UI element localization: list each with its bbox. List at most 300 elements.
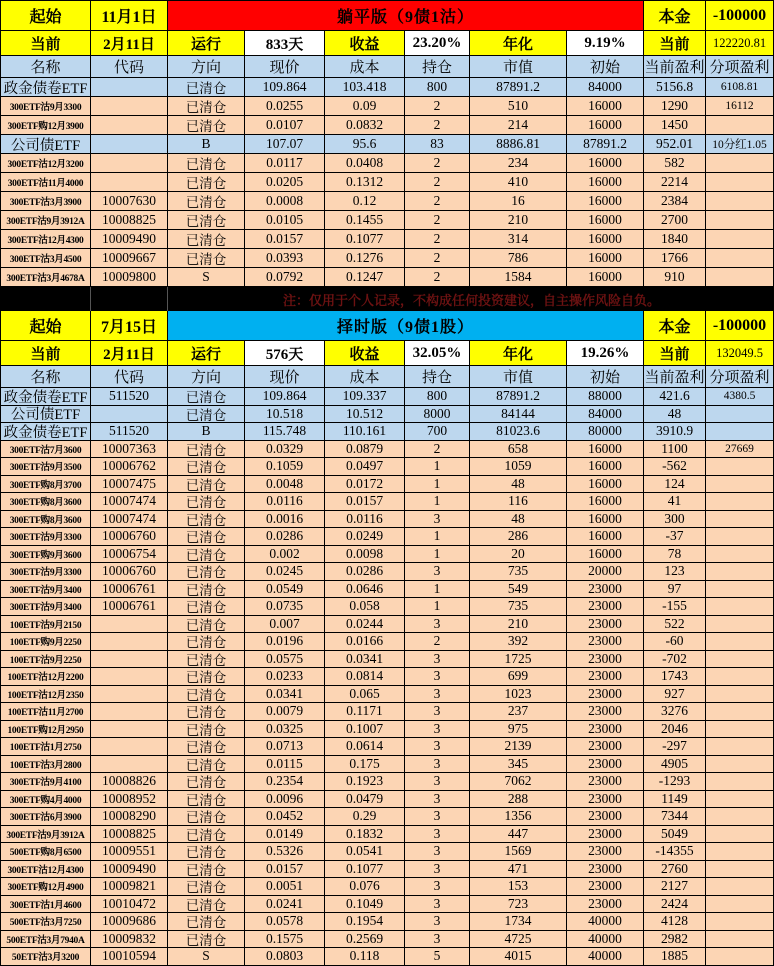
cell-sub[interactable] [706,931,773,949]
cell-init[interactable]: 23000 [567,843,644,861]
cell-name[interactable]: 300ETF沽11月4000 [1,173,91,192]
column-header[interactable]: 成本 [325,56,405,78]
cell-code[interactable]: 511520 [91,423,168,441]
cell-profit[interactable]: -60 [644,633,706,651]
cell-price[interactable]: 0.0803 [245,948,325,966]
cell-profit[interactable]: 4128 [644,913,706,931]
cell-init[interactable]: 20000 [567,563,644,581]
cell-init[interactable]: 16000 [567,192,644,211]
cell-dir[interactable]: 已清仓 [168,826,245,844]
cell-init[interactable]: 23000 [567,651,644,669]
cell-qty[interactable]: 3 [405,826,470,844]
cell-value[interactable]: 116 [470,493,567,511]
cell-price[interactable]: 0.0205 [245,173,325,192]
cell-dir[interactable]: 已清仓 [168,913,245,931]
cell-code[interactable]: 10006760 [91,528,168,546]
run-label[interactable]: 运行 [168,341,245,366]
cell-code[interactable]: 10006761 [91,581,168,599]
cell-cost[interactable]: 0.175 [325,756,405,774]
cell-dir[interactable]: 已清仓 [168,861,245,879]
cell-profit[interactable]: -297 [644,738,706,756]
now-label[interactable]: 当前 [644,341,706,366]
cell-code[interactable]: 511520 [91,388,168,406]
cell-value[interactable]: 234 [470,154,567,173]
cell-dir[interactable]: 已清仓 [168,738,245,756]
cell-qty[interactable]: 2 [405,441,470,459]
cell-value[interactable]: 4015 [470,948,567,966]
cell-init[interactable]: 16000 [567,458,644,476]
cell-value[interactable]: 87891.2 [470,78,567,97]
cell-name[interactable]: 300ETF沽12月4300 [1,230,91,249]
cell-name[interactable]: 300ETF沽9月3400 [1,598,91,616]
cell-init[interactable]: 16000 [567,173,644,192]
cell-cost[interactable]: 109.337 [325,388,405,406]
cell-profit[interactable]: 1450 [644,116,706,135]
cell-dir[interactable]: 已清仓 [168,686,245,704]
cell-dir[interactable]: 已清仓 [168,668,245,686]
column-header[interactable]: 分项盈利 [706,56,773,78]
cell-profit[interactable]: 3910.9 [644,423,706,441]
cell-price[interactable]: 107.07 [245,135,325,154]
cell-cost[interactable]: 0.0879 [325,441,405,459]
cell-dir[interactable]: 已清仓 [168,116,245,135]
cell-name[interactable]: 100ETF沽11月2700 [1,703,91,721]
cell-code[interactable]: 10008826 [91,773,168,791]
cell-price[interactable]: 0.1059 [245,458,325,476]
cell-sub[interactable] [706,423,773,441]
cell-sub[interactable] [706,249,773,268]
cell-qty[interactable]: 3 [405,773,470,791]
annual-value[interactable]: 19.26% [567,341,644,366]
cell-init[interactable]: 23000 [567,686,644,704]
cell-cost[interactable]: 0.1923 [325,773,405,791]
cell-code[interactable]: 10008952 [91,791,168,809]
column-header[interactable]: 市值 [470,56,567,78]
column-header[interactable]: 现价 [245,366,325,388]
cell-sub[interactable]: 16112 [706,97,773,116]
cell-value[interactable]: 786 [470,249,567,268]
cell-profit[interactable]: 910 [644,268,706,287]
cell-cost[interactable]: 0.0614 [325,738,405,756]
cell-init[interactable]: 16000 [567,249,644,268]
column-header[interactable]: 当前盈利 [644,366,706,388]
cell-code[interactable]: 10007475 [91,476,168,494]
cell-profit[interactable]: 41 [644,493,706,511]
cell-code[interactable]: 10009490 [91,230,168,249]
cell-dir[interactable]: 已清仓 [168,154,245,173]
cell-profit[interactable]: -155 [644,598,706,616]
cell-init[interactable]: 16000 [567,230,644,249]
column-header[interactable]: 分项盈利 [706,366,773,388]
cell-name[interactable]: 50ETF沽3月3200 [1,948,91,966]
cell-profit[interactable]: 1766 [644,249,706,268]
column-header[interactable]: 初始 [567,56,644,78]
cell-code[interactable] [91,738,168,756]
cell-sub[interactable] [706,808,773,826]
cell-qty[interactable]: 3 [405,668,470,686]
cell-code[interactable]: 10009490 [91,861,168,879]
cell-code[interactable] [91,173,168,192]
cell-cost[interactable]: 0.1455 [325,211,405,230]
cell-price[interactable]: 0.0157 [245,861,325,879]
cell-name[interactable]: 公司债ETF [1,406,91,424]
cell-cost[interactable]: 0.1077 [325,861,405,879]
cell-cost[interactable]: 0.1171 [325,703,405,721]
cell-profit[interactable]: 2982 [644,931,706,949]
cell-qty[interactable]: 3 [405,931,470,949]
cell-value[interactable]: 1569 [470,843,567,861]
cell-dir[interactable]: 已清仓 [168,651,245,669]
cell-sub[interactable] [706,458,773,476]
cell-cost[interactable]: 0.0646 [325,581,405,599]
cell-dir[interactable]: 已清仓 [168,493,245,511]
column-header[interactable]: 初始 [567,366,644,388]
cell-price[interactable]: 0.0329 [245,441,325,459]
cell-code[interactable] [91,97,168,116]
cell-value[interactable]: 20 [470,546,567,564]
cell-sub[interactable] [706,211,773,230]
cell-price[interactable]: 0.0325 [245,721,325,739]
cell-value[interactable]: 1725 [470,651,567,669]
cell-price[interactable]: 0.0578 [245,913,325,931]
cell-dir[interactable]: 已清仓 [168,581,245,599]
cell-dir[interactable]: 已清仓 [168,388,245,406]
cell-code[interactable]: 10006761 [91,598,168,616]
cell-name[interactable]: 500ETF购8月6500 [1,843,91,861]
cell-dir[interactable]: 已清仓 [168,808,245,826]
cell-name[interactable]: 300ETF沽9月3400 [1,581,91,599]
cell-price[interactable]: 0.0117 [245,154,325,173]
cell-value[interactable]: 447 [470,826,567,844]
cell-cost[interactable]: 0.0408 [325,154,405,173]
cell-qty[interactable]: 3 [405,686,470,704]
cell-dir[interactable]: 已清仓 [168,78,245,97]
column-header[interactable]: 代码 [91,56,168,78]
cell-name[interactable]: 300ETF沽6月3900 [1,808,91,826]
cell-code[interactable] [91,668,168,686]
cell-code[interactable] [91,154,168,173]
cell-cost[interactable]: 0.09 [325,97,405,116]
cell-profit[interactable]: 927 [644,686,706,704]
cell-value[interactable]: 1734 [470,913,567,931]
cell-profit[interactable]: 582 [644,154,706,173]
cell-cost[interactable]: 0.0286 [325,563,405,581]
cell-dir[interactable]: 已清仓 [168,773,245,791]
cell-init[interactable]: 16000 [567,97,644,116]
return-value[interactable]: 23.20% [405,31,470,56]
column-header[interactable]: 名称 [1,56,91,78]
cell-init[interactable]: 23000 [567,773,644,791]
principal-value[interactable]: -100000 [706,311,773,341]
cell-qty[interactable]: 3 [405,703,470,721]
cell-name[interactable]: 300ETF购8月3600 [1,511,91,529]
cell-price[interactable]: 0.0452 [245,808,325,826]
return-label[interactable]: 收益 [325,31,405,56]
cell-value[interactable]: 1584 [470,268,567,287]
cell-name[interactable]: 300ETF购12月3900 [1,116,91,135]
cell-sub[interactable] [706,756,773,774]
column-header[interactable]: 持仓 [405,56,470,78]
cell-name[interactable]: 100ETF沽9月2250 [1,651,91,669]
cell-sub[interactable] [706,616,773,634]
principal-value[interactable]: -100000 [706,1,773,31]
cell-profit[interactable]: 124 [644,476,706,494]
cell-cost[interactable]: 0.0172 [325,476,405,494]
cell-value[interactable]: 975 [470,721,567,739]
cell-price[interactable]: 0.0157 [245,230,325,249]
cell-price[interactable]: 0.0016 [245,511,325,529]
cell-price[interactable]: 0.0713 [245,738,325,756]
cell-init[interactable]: 23000 [567,633,644,651]
cell-profit[interactable]: 97 [644,581,706,599]
cell-name[interactable]: 100ETF沽12月2200 [1,668,91,686]
cell-name[interactable]: 300ETF购8月3700 [1,476,91,494]
cell-sub[interactable] [706,268,773,287]
cell-dir[interactable]: 已清仓 [168,458,245,476]
cell-profit[interactable]: 1743 [644,668,706,686]
cell-name[interactable]: 300ETF沽9月4100 [1,773,91,791]
run-days[interactable]: 833天 [245,31,325,56]
cell-profit[interactable]: 1885 [644,948,706,966]
cell-sub[interactable] [706,633,773,651]
cell-profit[interactable]: -702 [644,651,706,669]
annual-label[interactable]: 年化 [470,341,567,366]
cell-cost[interactable]: 0.1312 [325,173,405,192]
cell-dir[interactable]: 已清仓 [168,192,245,211]
current-label[interactable]: 当前 [1,341,91,366]
current-date[interactable]: 2月11日 [91,341,168,366]
cell-sub[interactable] [706,703,773,721]
cell-value[interactable]: 314 [470,230,567,249]
cell-init[interactable]: 16000 [567,528,644,546]
cell-sub[interactable]: 4380.5 [706,388,773,406]
cell-code[interactable]: 10006760 [91,563,168,581]
cell-init[interactable]: 23000 [567,878,644,896]
cell-name[interactable]: 300ETF沽12月3200 [1,154,91,173]
cell-cost[interactable]: 0.0166 [325,633,405,651]
cell-name[interactable]: 300ETF沽3月3900 [1,192,91,211]
cell-sub[interactable] [706,878,773,896]
cell-cost[interactable]: 0.29 [325,808,405,826]
cell-qty[interactable]: 1 [405,493,470,511]
cell-price[interactable]: 0.007 [245,616,325,634]
cell-init[interactable]: 16000 [567,211,644,230]
cell-sub[interactable] [706,826,773,844]
cell-price[interactable]: 0.0196 [245,633,325,651]
cell-name[interactable]: 300ETF沽9月3912A [1,211,91,230]
cell-cost[interactable]: 0.0116 [325,511,405,529]
cell-price[interactable]: 0.0286 [245,528,325,546]
principal-label[interactable]: 本金 [644,1,706,31]
cell-sub[interactable]: 27669 [706,441,773,459]
cell-code[interactable] [91,616,168,634]
cell-sub[interactable] [706,651,773,669]
cell-dir[interactable]: 已清仓 [168,721,245,739]
cell-init[interactable]: 23000 [567,721,644,739]
cell-cost[interactable]: 0.2569 [325,931,405,949]
cell-init[interactable]: 16000 [567,511,644,529]
cell-value[interactable]: 237 [470,703,567,721]
cell-sub[interactable] [706,773,773,791]
return-label[interactable]: 收益 [325,341,405,366]
cell-qty[interactable]: 3 [405,756,470,774]
cell-dir[interactable]: 已清仓 [168,406,245,424]
cell-value[interactable]: 549 [470,581,567,599]
cell-qty[interactable]: 2 [405,154,470,173]
cell-sub[interactable] [706,192,773,211]
cell-qty[interactable]: 2 [405,230,470,249]
cell-profit[interactable]: 48 [644,406,706,424]
cell-init[interactable]: 40000 [567,948,644,966]
cell-qty[interactable]: 3 [405,791,470,809]
cell-value[interactable]: 410 [470,173,567,192]
cell-qty[interactable]: 3 [405,721,470,739]
cell-value[interactable]: 16 [470,192,567,211]
cell-profit[interactable]: 78 [644,546,706,564]
cell-init[interactable]: 23000 [567,738,644,756]
cell-sub[interactable] [706,230,773,249]
cell-name[interactable]: 300ETF沽9月3912A [1,826,91,844]
cell-qty[interactable]: 2 [405,97,470,116]
cell-price[interactable]: 0.0051 [245,878,325,896]
cell-value[interactable]: 48 [470,511,567,529]
cell-code[interactable] [91,135,168,154]
cell-profit[interactable]: 1149 [644,791,706,809]
cell-value[interactable]: 210 [470,211,567,230]
cell-init[interactable]: 88000 [567,388,644,406]
cell-price[interactable]: 0.2354 [245,773,325,791]
now-value[interactable]: 132049.5 [706,341,773,366]
cell-name[interactable]: 300ETF沽7月3600 [1,441,91,459]
cell-profit[interactable]: 5156.8 [644,78,706,97]
cell-name[interactable]: 100ETF沽12月2350 [1,686,91,704]
cell-code[interactable] [91,721,168,739]
cell-sub[interactable] [706,896,773,914]
cell-price[interactable]: 0.0116 [245,493,325,511]
cell-cost[interactable]: 0.118 [325,948,405,966]
cell-qty[interactable]: 2 [405,116,470,135]
cell-cost[interactable]: 0.1247 [325,268,405,287]
cell-profit[interactable]: -14355 [644,843,706,861]
cell-value[interactable]: 8886.81 [470,135,567,154]
cell-sub[interactable] [706,668,773,686]
cell-init[interactable]: 23000 [567,756,644,774]
cell-cost[interactable]: 103.418 [325,78,405,97]
cell-sub[interactable] [706,563,773,581]
return-value[interactable]: 32.05% [405,341,470,366]
cell-name[interactable]: 政金债卷ETF [1,388,91,406]
cell-qty[interactable]: 2 [405,268,470,287]
cell-profit[interactable]: 2424 [644,896,706,914]
cell-sub[interactable] [706,686,773,704]
cell-dir[interactable]: 已清仓 [168,249,245,268]
cell-dir[interactable]: 已清仓 [168,791,245,809]
cell-dir[interactable]: 已清仓 [168,441,245,459]
cell-value[interactable]: 286 [470,528,567,546]
cell-price[interactable]: 109.864 [245,78,325,97]
cell-dir[interactable]: 已清仓 [168,878,245,896]
cell-profit[interactable]: 421.6 [644,388,706,406]
cell-code[interactable] [91,78,168,97]
run-days[interactable]: 576天 [245,341,325,366]
cell-qty[interactable]: 3 [405,563,470,581]
cell-qty[interactable]: 3 [405,738,470,756]
cell-init[interactable]: 23000 [567,616,644,634]
cell-cost[interactable]: 0.1954 [325,913,405,931]
cell-cost[interactable]: 0.0479 [325,791,405,809]
cell-price[interactable]: 0.0048 [245,476,325,494]
cell-profit[interactable]: 1840 [644,230,706,249]
cell-init[interactable]: 23000 [567,791,644,809]
cell-init[interactable]: 23000 [567,896,644,914]
cell-dir[interactable]: 已清仓 [168,211,245,230]
cell-price[interactable]: 10.518 [245,406,325,424]
cell-value[interactable]: 658 [470,441,567,459]
cell-value[interactable]: 723 [470,896,567,914]
cell-dir[interactable]: 已清仓 [168,546,245,564]
cell-price[interactable]: 0.0255 [245,97,325,116]
cell-price[interactable]: 0.0149 [245,826,325,844]
cell-code[interactable]: 10008290 [91,808,168,826]
cell-value[interactable]: 210 [470,616,567,634]
cell-qty[interactable]: 3 [405,878,470,896]
cell-profit[interactable]: 2760 [644,861,706,879]
cell-code[interactable]: 10007474 [91,511,168,529]
cell-price[interactable]: 0.002 [245,546,325,564]
start-date[interactable]: 11月1日 [91,1,168,31]
cell-name[interactable]: 300ETF沽9月3500 [1,458,91,476]
cell-qty[interactable]: 3 [405,616,470,634]
cell-value[interactable]: 735 [470,598,567,616]
cell-price[interactable]: 0.0241 [245,896,325,914]
cell-sub[interactable] [706,116,773,135]
cell-dir[interactable]: 已清仓 [168,931,245,949]
cell-code[interactable]: 10009821 [91,878,168,896]
column-header[interactable]: 当前盈利 [644,56,706,78]
column-header[interactable]: 成本 [325,366,405,388]
cell-sub[interactable] [706,721,773,739]
cell-init[interactable]: 23000 [567,808,644,826]
cell-cost[interactable]: 0.0541 [325,843,405,861]
cell-price[interactable]: 0.5326 [245,843,325,861]
cell-cost[interactable]: 0.1276 [325,249,405,268]
cell-price[interactable]: 0.0792 [245,268,325,287]
cell-cost[interactable]: 0.058 [325,598,405,616]
cell-profit[interactable]: -37 [644,528,706,546]
column-header[interactable]: 市值 [470,366,567,388]
cell-qty[interactable]: 2 [405,173,470,192]
cell-name[interactable]: 300ETF沽1月4600 [1,896,91,914]
cell-init[interactable]: 23000 [567,668,644,686]
cell-profit[interactable]: 1290 [644,97,706,116]
cell-qty[interactable]: 1 [405,476,470,494]
cell-qty[interactable]: 700 [405,423,470,441]
cell-value[interactable]: 7062 [470,773,567,791]
cell-code[interactable]: 10007474 [91,493,168,511]
cell-value[interactable]: 288 [470,791,567,809]
cell-profit[interactable]: 2700 [644,211,706,230]
column-header[interactable]: 名称 [1,366,91,388]
cell-profit[interactable]: 3276 [644,703,706,721]
cell-price[interactable]: 109.864 [245,388,325,406]
cell-price[interactable]: 0.0008 [245,192,325,211]
cell-sub[interactable] [706,598,773,616]
cell-name[interactable]: 500ETF沽3月7940A [1,931,91,949]
cell-code[interactable] [91,756,168,774]
cell-cost[interactable]: 0.0157 [325,493,405,511]
cell-cost[interactable]: 0.1049 [325,896,405,914]
cell-init[interactable]: 16000 [567,493,644,511]
